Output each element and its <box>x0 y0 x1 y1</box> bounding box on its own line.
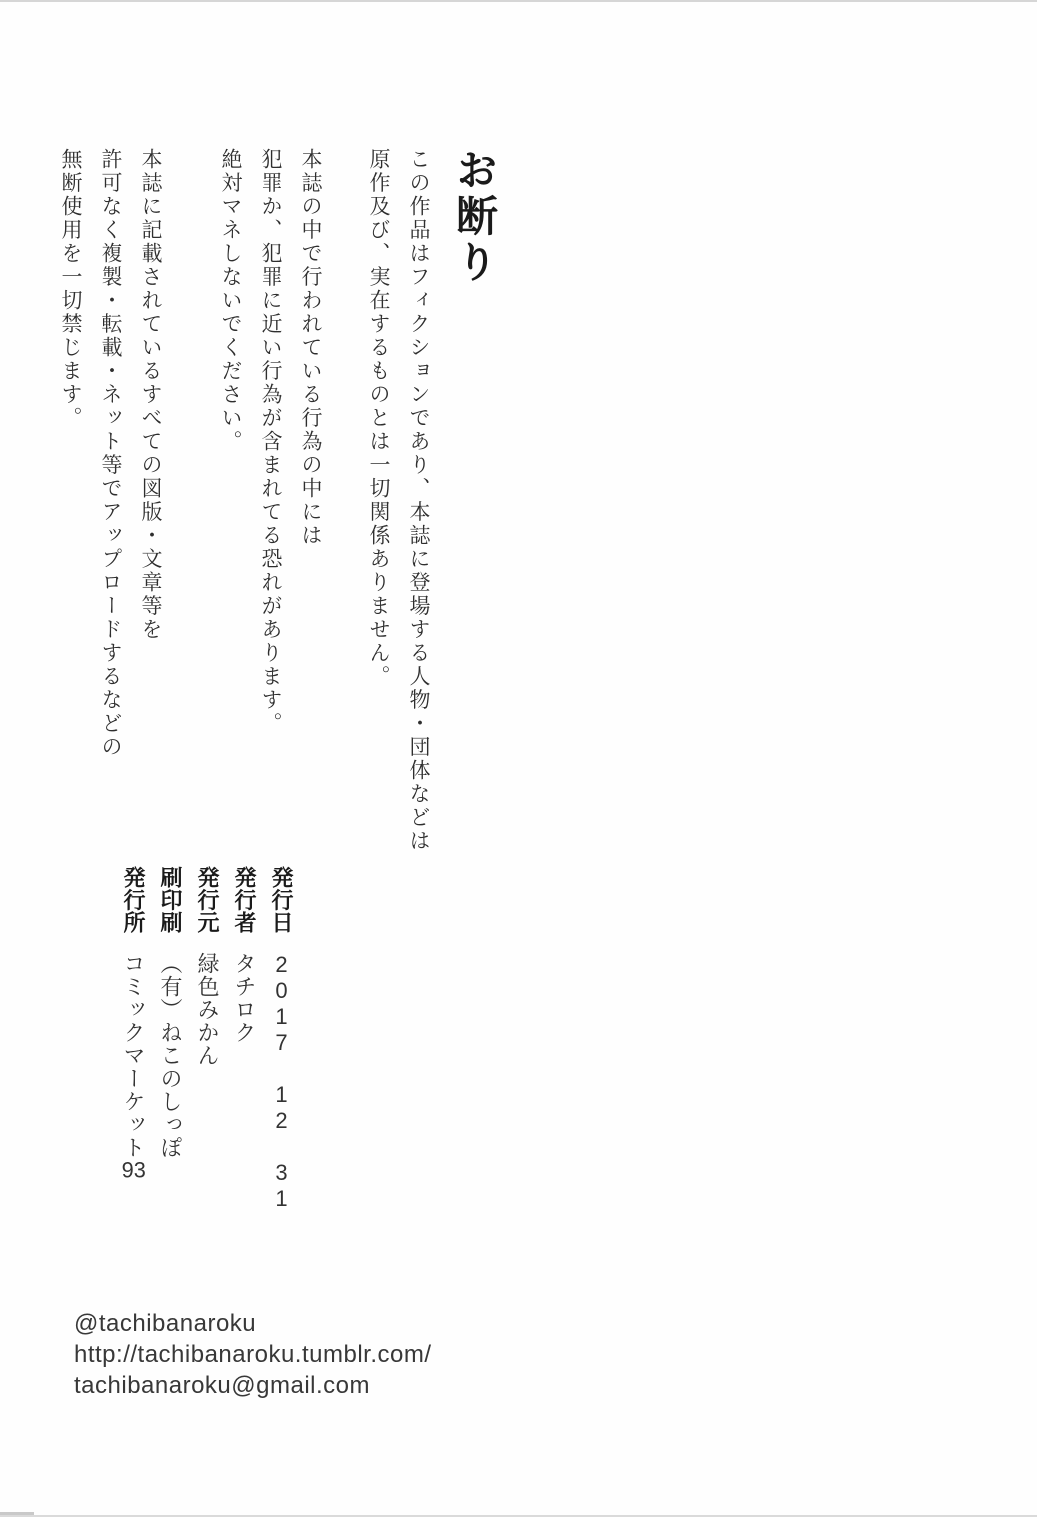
page-title: お断り <box>451 148 498 286</box>
disclaimer-section <box>50 148 500 893</box>
disclaimer-line: 無断使用を一切禁じます。 <box>59 148 82 430</box>
colophon-value-event <box>121 952 146 1181</box>
twitter-handle: @tachibanaroku <box>74 1310 257 1337</box>
email-address: tachibanaroku@gmail.com <box>74 1372 370 1399</box>
contact-section <box>74 1308 432 1401</box>
disclaimer-line: 本誌の中で行われている行為の中には <box>299 148 322 548</box>
colophon-label-date: 発行日 <box>269 866 294 934</box>
colophon-value-event-text: コミックマーケット <box>121 951 146 1159</box>
colophon-value-publisher: 緑色みかん <box>195 951 220 1067</box>
disclaimer-line: この作品はフィクションであり、本誌に登場する人物・団体などは <box>407 148 430 853</box>
colophon-value-date: 2017 12 31 <box>269 951 294 1212</box>
disclaimer-line: 犯罪か、犯罪に近い行為が含まれてる恐れがあります。 <box>259 148 282 736</box>
colophon-value-author: タチロク <box>232 951 257 1044</box>
colophon-value-event-number: 93 <box>121 1158 146 1181</box>
disclaimer-line: 原作及び、実在するものとは一切関係ありません。 <box>367 148 390 689</box>
colophon-value-printer: （有）ねこのしっぽ <box>158 951 183 1159</box>
website-url: http://tachibanaroku.tumblr.com/ <box>74 1341 432 1368</box>
colophon-label-publisher: 発行元 <box>195 866 220 934</box>
disclaimer-line: 本誌に記載されているすべての図版・文章等を <box>139 148 162 642</box>
disclaimer-line: 許可なく複製・転載・ネット等でアップロードするなどの <box>99 148 122 759</box>
colophon-label-printer: 刷印刷 <box>158 866 183 934</box>
disclaimer-line: 絶対マネしないでください。 <box>219 148 242 454</box>
colophon-label-author: 発行者 <box>232 866 257 934</box>
colophon-label-event: 発行所 <box>121 866 146 934</box>
page-top-edge <box>0 0 1037 2</box>
